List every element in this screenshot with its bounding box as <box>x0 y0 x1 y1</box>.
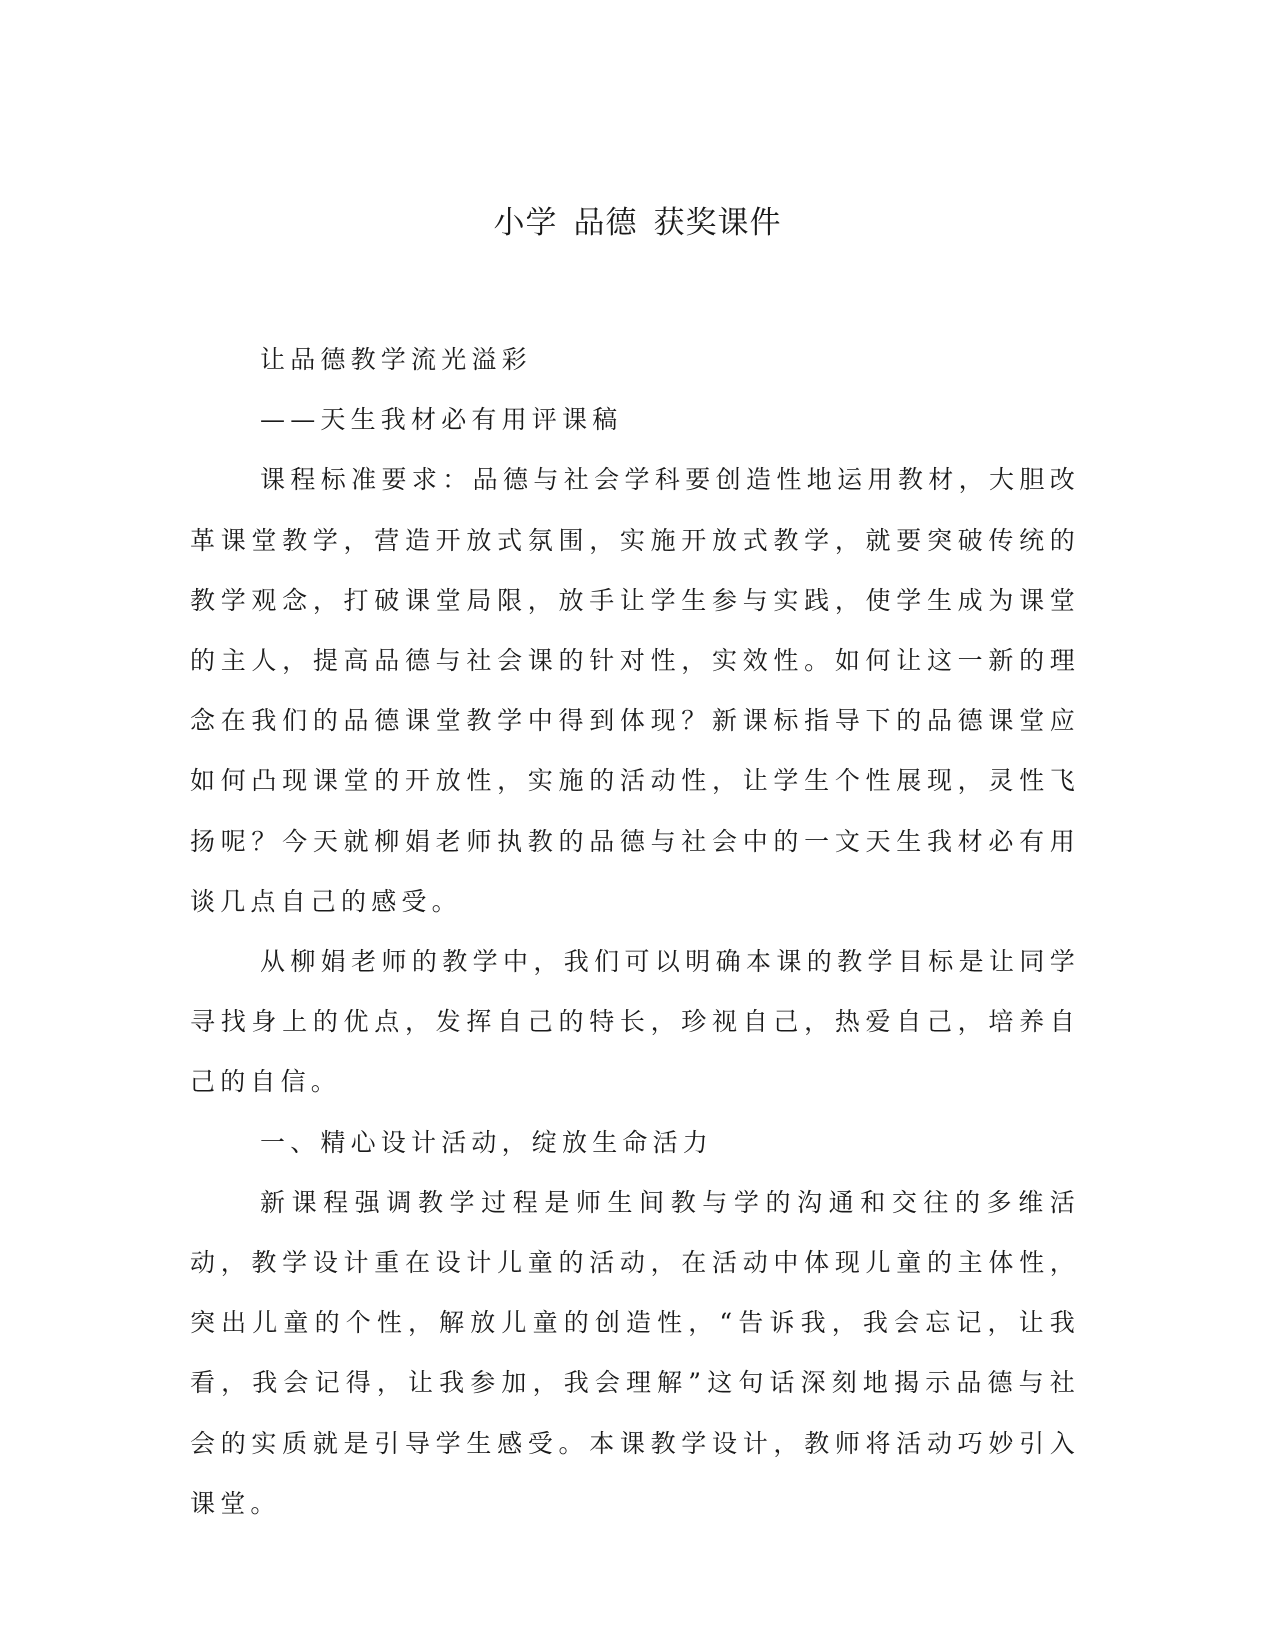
document-title <box>0 198 1275 248</box>
document-body <box>190 330 1080 1534</box>
paragraph-activity: 新课程强调教学过程是师生间教与学的沟通和交往的多维活动，教学设计重在设计儿童的活动，在活动中体现儿童的主体性，突出儿童的个性，解放儿童的创造性，“告诉我，我会忘记，让我看，我会记得，让我参加，我会理解”这句话深刻地揭示品德与社会的实质就是引导学生感受。本课教学设计，教师将活动巧妙引入课堂。 <box>190 1187 1080 1518</box>
paragraph-objective: 从柳娟老师的教学中，我们可以明确本课的教学目标是让同学寻找身上的优点，发挥自己的特长，珍视自己，热爱自己，培养自己的自信。 <box>190 947 1080 1097</box>
title-part-award: 获奖课件 <box>653 205 782 241</box>
section-heading-1: 一、精心设计活动，绽放生命活力 <box>260 1127 714 1157</box>
paragraph-curriculum: 课程标准要求：品德与社会学科要创造性地运用教材，大胆改革课堂教学，营造开放式氛围，实施开放式教学，就要突破传统的教学观念，打破课堂局限，放手让学生参与实践，使学生成为课堂的主人，提高品德与社会课的针对性，实效性。如何让这一新的理念在我们的品德课堂教学中得到体现？新课标指导下的品德课堂应如何凸现课堂的开放性，实施的活动性，让学生个性展现，灵性飞扬呢？今天就柳娟老师执教的品德与社会中的一文天生我材必有用谈几点自己的感受。 <box>190 465 1080 916</box>
article-heading: 让品德教学流光溢彩 <box>260 345 532 374</box>
title-part-subject: 品德 <box>573 205 638 241</box>
title-part-school: 小学 <box>493 205 558 241</box>
article-subheading: ——天生我材必有用评课稿 <box>260 405 623 435</box>
